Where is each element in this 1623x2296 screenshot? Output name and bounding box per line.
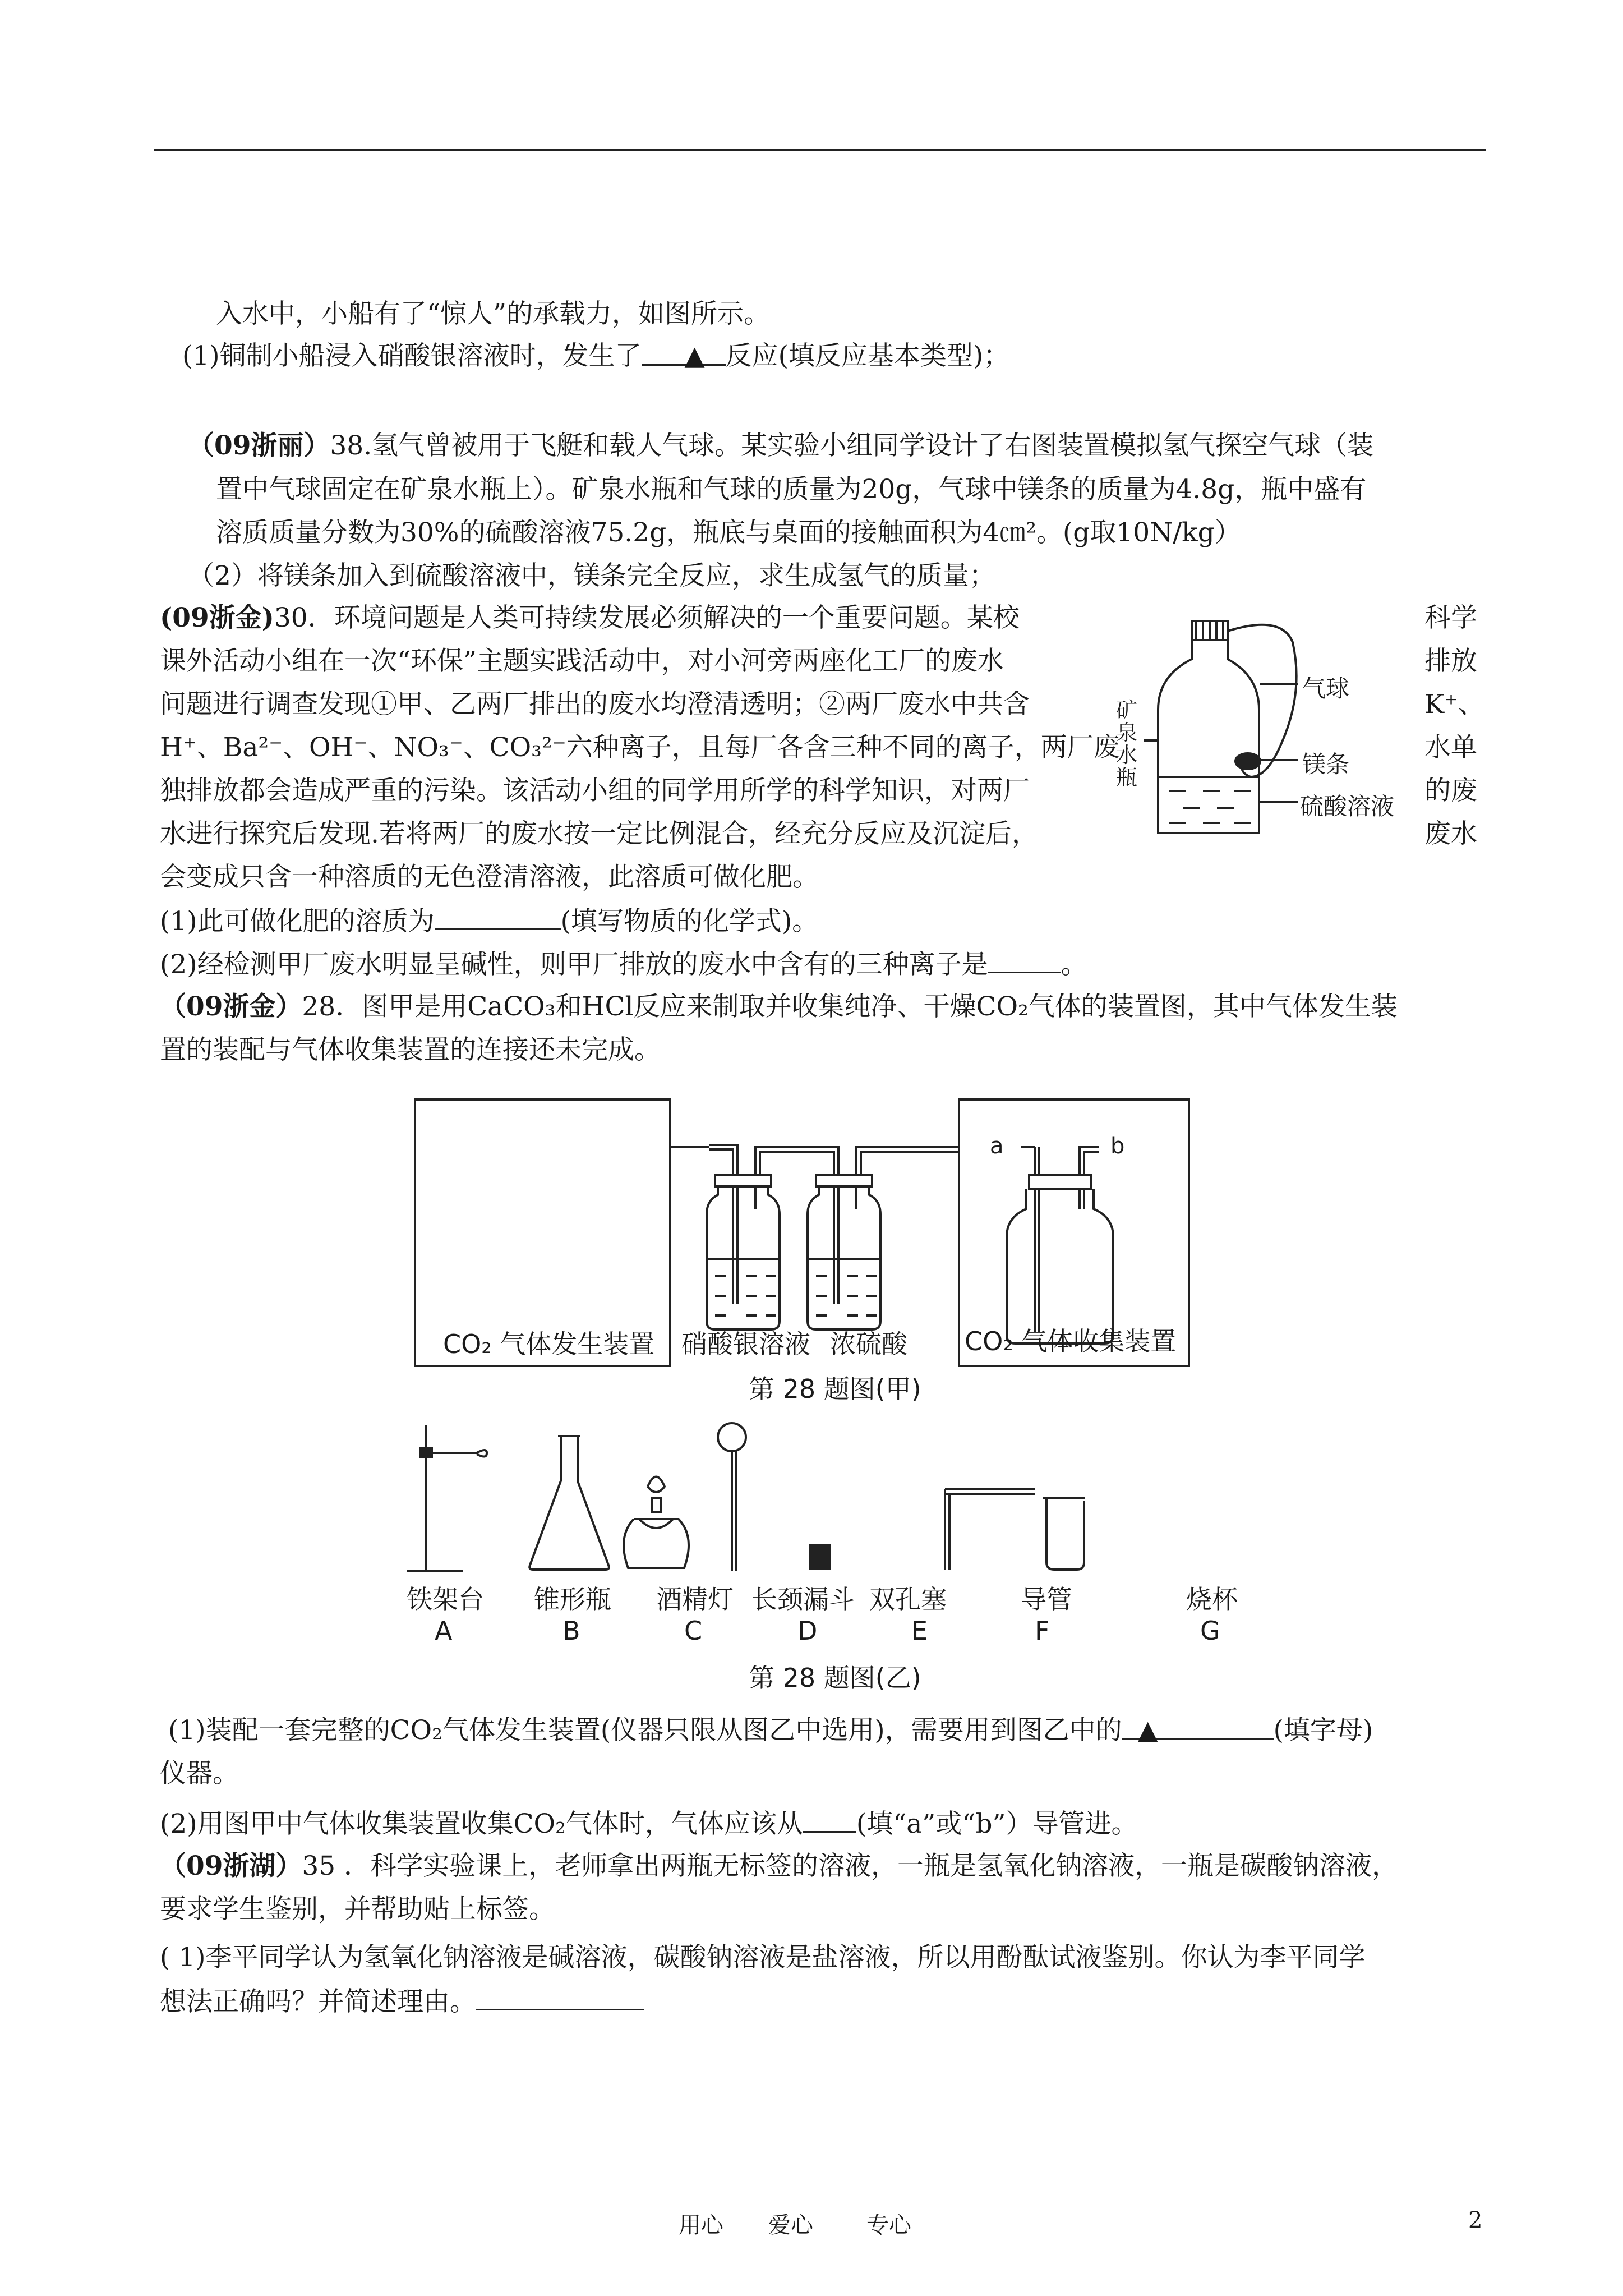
answer-blank: ▲ — [642, 339, 726, 366]
balloon-label: 气球 — [1302, 675, 1350, 702]
question-line: (1)铜制小船浸入硝酸银溶液时，发生了 ▲ 反应(填反应基本类型)； — [182, 341, 1010, 371]
magnesium-label: 镁条 — [1302, 751, 1350, 778]
instrument-letter-f: F — [1035, 1616, 1050, 1646]
bottle-label-char: 瓶 — [1116, 765, 1138, 790]
wrapped-text: 的废 — [1424, 775, 1477, 806]
question-38-line-4: （2）将镁条加入到硫酸溶液中，镁条完全反应，求生成氢气的质量； — [188, 560, 995, 591]
question-30-line-2: 课外活动小组在一次“环保”主题实践活动中，对小河旁两座化工厂的废水 — [160, 646, 1004, 677]
question-38-line-2: 置中气球固定在矿泉水瓶上）。矿泉水瓶和气球的质量为20g，气球中镁条的质量为4.8g，瓶中盛有 — [216, 474, 1367, 505]
footer-text: 用心 — [679, 2212, 723, 2238]
instrument-name-g: 烧杯 — [1186, 1584, 1238, 1614]
question-30-line-3: 问题进行调查发现①甲、乙两厂排出的废水均澄清透明；②两厂废水中共含 — [160, 689, 1030, 720]
answer-blank — [435, 904, 561, 930]
question-35-line-2: 要求学生鉴别，并帮助贴上标签。 — [160, 1894, 555, 1925]
wrapped-text: 水单 — [1424, 732, 1477, 763]
instrument-letter-b: B — [562, 1616, 580, 1646]
question-30-sub-1: (1)此可做化肥的溶质为 (填写物质的化学式)。 — [160, 904, 818, 938]
question-30-line-7: 会变成只含一种溶质的无色澄清溶液，此溶质可做化肥。 — [160, 862, 819, 892]
tube-label-b: b — [1110, 1133, 1125, 1159]
wrapped-text: 废水 — [1424, 818, 1477, 849]
source-tag: （09浙金） — [160, 991, 302, 1022]
instrument-letter-g: G — [1200, 1616, 1220, 1646]
question-28-sub-1: (1)装配一套完整的CO₂气体发生装置(仪器只限从图乙中选用)，需要用到图乙中的 ▲ (填字母) — [168, 1715, 1373, 1746]
generation-apparatus-label: CO₂ 气体发生装置 — [443, 1329, 655, 1359]
question-35-line-4: 想法正确吗？并简述理由。 — [160, 1984, 644, 2019]
question-30-sub-2: (2)经检测甲厂废水明显呈碱性，则甲厂排放的废水中含有的三种离子是 。 — [160, 947, 1087, 982]
answer-blank — [476, 1984, 644, 2010]
source-tag: (09浙金) — [160, 602, 274, 633]
instrument-letter-a: A — [435, 1616, 453, 1646]
header-rule — [154, 149, 1486, 151]
bottle-label-char: 水 — [1116, 743, 1138, 767]
question-35-line-3: ( 1)李平同学认为氢氧化钠溶液是碱溶液，碳酸钠溶液是盐溶液，所以用酚酞试液鉴别。你认为李平同学 — [160, 1942, 1366, 1973]
page-number: 2 — [1468, 2207, 1483, 2233]
footer-text: 专心 — [866, 2212, 911, 2238]
instrument-letter-d: D — [797, 1616, 818, 1646]
acid-label: 硫酸溶液 — [1300, 793, 1395, 820]
sulfuric-acid-label: 浓硫酸 — [830, 1329, 907, 1359]
figure-yi-instruments — [393, 1419, 1267, 1588]
instrument-letter-c: C — [684, 1616, 703, 1646]
bottle-label-char: 矿 — [1116, 698, 1138, 723]
instrument-name-b: 锥形瓶 — [534, 1584, 611, 1614]
collection-apparatus-label: CO₂ 气体收集装置 — [965, 1326, 1177, 1356]
silver-nitrate-label: 硝酸银溶液 — [681, 1329, 810, 1359]
question-28-sub-2: (2)用图甲中气体收集装置收集CO₂气体时，气体应该从 (填“a”或“b”）导管进。 — [160, 1806, 1137, 1841]
answer-blank — [988, 947, 1061, 973]
instrument-name-a: 铁架台 — [407, 1584, 484, 1614]
source-tag: （09浙丽） — [188, 430, 330, 461]
answer-blank: ▲ — [1122, 1714, 1274, 1740]
question-35-line-1: （09浙湖）35 ．科学实验课上，老师拿出两瓶无标签的溶液，一瓶是氢氧化钠溶液，一瓶是碳酸钠溶液， — [160, 1851, 1399, 1881]
question-38-line-1: （09浙丽）38.氢气曾被用于飞艇和载人气球。某实验小组同学设计了右图装置模拟氢气探空气球（装 — [188, 430, 1374, 461]
question-38-line-3: 溶质质量分数为30%的硫酸溶液75.2g，瓶底与桌面的接触面积为4㎝²。(g取10N/kg） — [216, 517, 1241, 548]
question-30-line-6: 水进行探究后发现.若将两厂的废水按一定比例混合，经充分反应及沉淀后， — [160, 818, 1038, 849]
question-30-line-4: H⁺、Ba²⁻、OH⁻、NO₃⁻、CO₃²⁻六种离子，且每厂各含三种不同的离子，两厂废 — [160, 732, 1120, 763]
instrument-name-f: 导管 — [1021, 1584, 1072, 1614]
question-28-line-1: （09浙金）28．图甲是用CaCO₃和HCl反应来制取并收集纯净、干燥CO₂气体的装置图，其中气体发生装 — [160, 991, 1398, 1022]
question-28-line-2: 置的装配与气体收集装置的连接还未完成。 — [160, 1034, 661, 1065]
instrument-letter-e: E — [911, 1616, 928, 1646]
paragraph-line: 入水中，小船有了“惊人”的承载力，如图所示。 — [216, 298, 771, 329]
answer-blank — [803, 1806, 856, 1833]
footer-text: 爱心 — [768, 2212, 813, 2238]
figure-caption: 第 28 题图(甲) — [749, 1374, 921, 1404]
figure-caption: 第 28 题图(乙) — [749, 1663, 921, 1693]
bottle-label-char: 泉 — [1116, 720, 1138, 745]
question-30-line-1: (09浙金)30．环境问题是人类可持续发展必须解决的一个重要问题。某校 — [160, 602, 1020, 633]
question-28-sub-1-cont: 仪器。 — [160, 1758, 239, 1789]
wrapped-text: K⁺、 — [1424, 689, 1484, 720]
instrument-name-d: 长颈漏斗 — [751, 1584, 855, 1614]
question-30-line-5: 独排放都会造成严重的污染。该活动小组的同学用所学的科学知识，对两厂 — [160, 775, 1030, 806]
instrument-name-e: 双孔塞 — [869, 1584, 947, 1614]
wrapped-text: 排放 — [1424, 646, 1477, 677]
instrument-name-c: 酒精灯 — [656, 1584, 734, 1614]
tube-label-a: a — [990, 1133, 1004, 1159]
wrapped-text: 科学 — [1424, 602, 1477, 633]
source-tag: （09浙湖） — [160, 1851, 302, 1881]
